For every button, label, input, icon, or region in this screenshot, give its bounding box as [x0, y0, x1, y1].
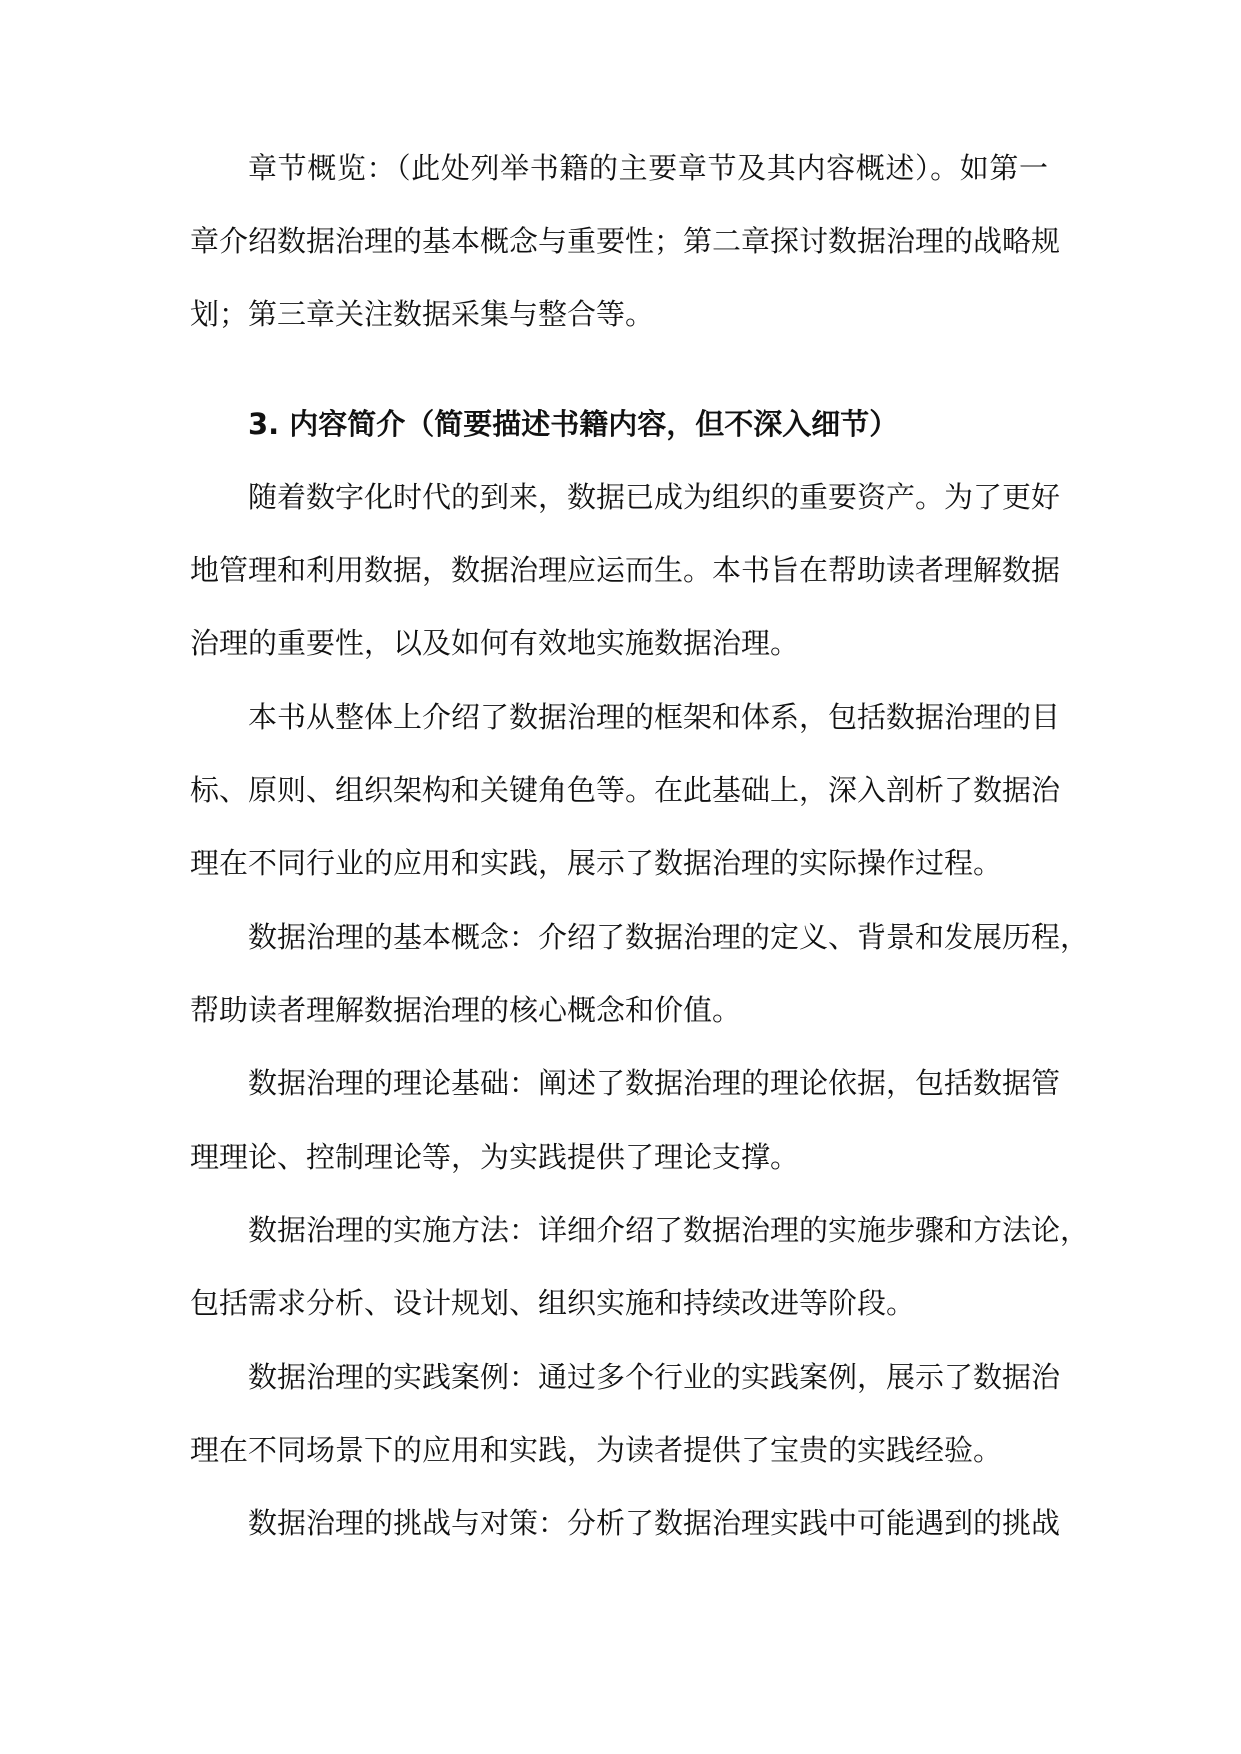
chapter-overview-line-2: 章介绍数据治理的基本概念与重要性；第二章探讨数据治理的战略规	[190, 224, 1061, 258]
section-heading: 3. 内容简介（简要描述书籍内容，但不深入细节）	[248, 407, 899, 441]
chapter-overview-line-3: 划；第三章关注数据采集与整合等。	[190, 297, 655, 331]
intro-line-1: 随着数字化时代的到来，数据已成为组织的重要资产。为了更好	[248, 480, 1061, 514]
theory-basis-line-2: 理理论、控制理论等，为实践提供了理论支撑。	[190, 1140, 800, 1174]
practice-cases-line-1: 数据治理的实践案例：通过多个行业的实践案例，展示了数据治	[248, 1360, 1061, 1394]
intro-line-3: 治理的重要性，以及如何有效地实施数据治理。	[190, 626, 800, 660]
framework-line-2: 标、原则、组织架构和关键角色等。在此基础上，深入剖析了数据治	[190, 773, 1061, 807]
theory-basis-line-1: 数据治理的理论基础：阐述了数据治理的理论依据，包括数据管	[248, 1066, 1061, 1100]
basic-concepts-line-1: 数据治理的基本概念：介绍了数据治理的定义、背景和发展历程，	[248, 920, 1090, 954]
challenges-line-1: 数据治理的挑战与对策：分析了数据治理实践中可能遇到的挑战	[248, 1506, 1061, 1540]
chapter-overview-line-1: 章节概览：（此处列举书籍的主要章节及其内容概述）。如第一	[248, 151, 1048, 185]
framework-line-3: 理在不同行业的应用和实践，展示了数据治理的实际操作过程。	[190, 846, 1003, 880]
implementation-methods-line-2: 包括需求分析、设计规划、组织实施和持续改进等阶段。	[190, 1286, 916, 1320]
practice-cases-line-2: 理在不同场景下的应用和实践，为读者提供了宝贵的实践经验。	[190, 1433, 1003, 1467]
implementation-methods-line-1: 数据治理的实施方法：详细介绍了数据治理的实施步骤和方法论，	[248, 1213, 1090, 1247]
intro-line-2: 地管理和利用数据，数据治理应运而生。本书旨在帮助读者理解数据	[190, 553, 1061, 587]
framework-line-1: 本书从整体上介绍了数据治理的框架和体系，包括数据治理的目	[248, 700, 1061, 734]
basic-concepts-line-2: 帮助读者理解数据治理的核心概念和价值。	[190, 993, 742, 1027]
